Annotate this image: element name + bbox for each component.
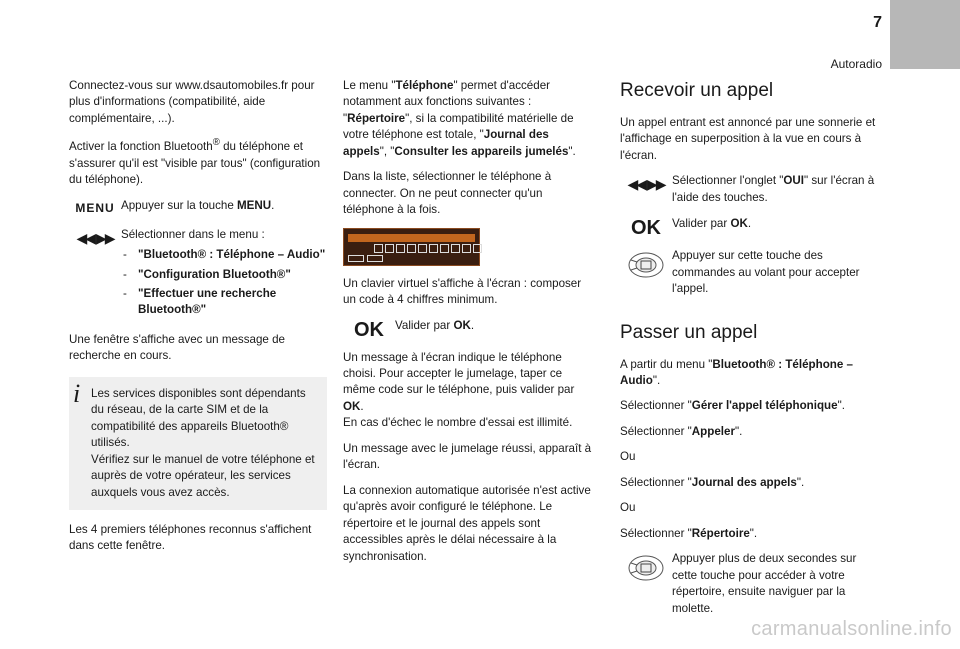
column-1 bbox=[69, 78, 327, 564]
info-icon: i bbox=[73, 378, 81, 408]
search-window-text: Une fenêtre s'affiche avec un message de recherche en cours. bbox=[69, 332, 285, 363]
ok-step: OK Valider par OK. bbox=[631, 217, 752, 240]
phones-list-text: Les 4 premiers téléphones reconnus s'affichent dans cette fenêtre. bbox=[69, 522, 312, 553]
info-box: i Les services disponibles sont dépendants du réseau, de la carte SIM et de la compatibilité des appareils Bluetooth® utilisés. Vérifiez sur le manuel de votre téléphone et auprès de votre opérateur, les services auxquels vous avez accès. bbox=[69, 377, 327, 510]
menu-items-list bbox=[121, 247, 327, 319]
ok-step: OK Valider par OK. bbox=[354, 318, 475, 341]
pairing-message-text: Un message à l'écran indique le téléphone choisi. Pour accepter le jumelage, taper ce même code sur le téléphone, puis valider par OK. En cas d'échec le nombre d'essai est illimité. bbox=[343, 350, 575, 430]
telephone-menu-text: Le menu "Téléphone" permet d'accéder notamment aux fonctions suivantes : "Répertoire", si la compatibilité matérielle de votre téléphone est totale, "Journal des appels", "Consulter les appareils jumelés". bbox=[343, 79, 576, 158]
watermark: carmanualsonline.info bbox=[751, 617, 952, 640]
manage-call-text: Sélectionner "Gérer l'appel téléphonique". bbox=[620, 399, 845, 413]
menu-key-icon: MENU bbox=[75, 200, 115, 215]
ok-key-icon: OK bbox=[354, 318, 384, 341]
steering-wheel-controls-icon bbox=[627, 553, 665, 583]
heading-make-call: Passer un appel bbox=[620, 321, 758, 343]
directory-text: Sélectionner "Répertoire". bbox=[620, 526, 758, 540]
column-2 bbox=[343, 78, 595, 574]
call-text: Sélectionner "Appeler". bbox=[620, 424, 743, 438]
from-menu-text: A partir du menu "Bluetooth® : Téléphone – Audio". bbox=[620, 357, 853, 388]
page-number: 7 bbox=[873, 14, 882, 31]
menu-step: MENU Appuyer sur la touche MENU. bbox=[69, 198, 327, 217]
keyboard-text: Un clavier virtuel s'affiche à l'écran : composer un code à 4 chiffres minimum. bbox=[343, 276, 582, 307]
long-press-step: Appuyer plus de deux secondes sur cette touche pour accéder à votre répertoire, ensuite naviguer par la molette. bbox=[620, 551, 878, 617]
section-title: Autoradio bbox=[830, 57, 882, 71]
list-item: - "Bluetooth® : Téléphone – Audio" bbox=[121, 247, 327, 263]
ok-key-icon: OK bbox=[631, 217, 661, 240]
select-phone-text: Dans la liste, sélectionner le téléphone à connecter. On ne peut connecter qu'un téléphone à la fois. bbox=[343, 170, 552, 217]
arrow-keys-icon: ◀◀ ▶▶ bbox=[627, 176, 665, 193]
page-tab bbox=[890, 0, 960, 69]
list-item: - "Effectuer une recherche Bluetooth®" bbox=[121, 286, 327, 319]
auto-connection-text: La connexion automatique autorisée n'est active qu'après avoir configuré le téléphone. Le répertoire et le journal des appels sont accessibles après le délai nécessaire à la synchronisation. bbox=[343, 483, 591, 563]
incoming-call-text: Un appel entrant est annoncé par une sonnerie et l'affichage en superposition à la vue en cours à l'écran. bbox=[620, 115, 876, 162]
bluetooth-activate-text: Activer la fonction Bluetooth® du téléphone et s'assurer qu'il est "visible par tous" (configuration du téléphone). bbox=[69, 137, 321, 187]
intro-text: Connectez-vous sur www.dsautomobiles.fr pour plus d'informations (compatibilité, aide complémentaire, ...). bbox=[69, 79, 315, 125]
pairing-success-text: Un message avec le jumelage réussi, apparaît à l'écran. bbox=[343, 441, 592, 472]
or-text: Ou bbox=[620, 450, 636, 464]
select-yes-step: ◀◀ ▶▶ Sélectionner l'onglet "OUI" sur l'écran à l'aide des touches. bbox=[627, 174, 875, 204]
arrow-keys-icon: ◀◀ ▶▶ bbox=[76, 229, 114, 246]
virtual-keyboard-screen bbox=[343, 228, 480, 266]
steering-wheel-controls-icon bbox=[627, 250, 665, 280]
call-log-text: Sélectionner "Journal des appels". bbox=[620, 475, 805, 489]
or-text: Ou bbox=[620, 501, 636, 515]
heading-receive-call: Recevoir un appel bbox=[620, 80, 774, 101]
select-step: ◀◀ ▶▶ Sélectionner dans le menu : - "Bluetooth® : Téléphone – Audio" - "Configuration Bluetooth®" - "Effectuer une recherche Bluetooth®" bbox=[69, 227, 327, 322]
list-item: - "Configuration Bluetooth®" bbox=[121, 267, 327, 283]
steering-control-step: Appuyer sur cette touche des commandes au volant pour accepter l'appel. bbox=[620, 248, 878, 297]
column-3 bbox=[620, 78, 878, 627]
